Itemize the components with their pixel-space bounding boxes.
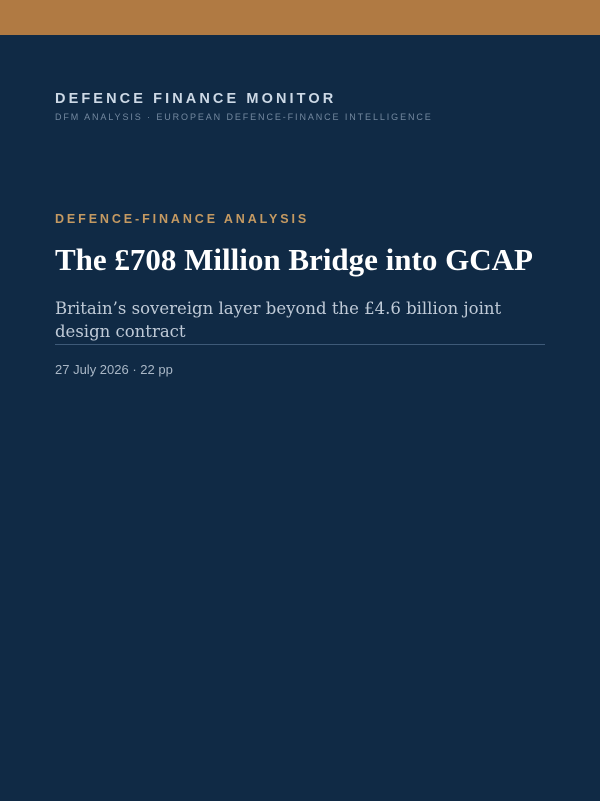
- publication-tagline: DFM ANALYSIS · EUROPEAN DEFENCE-FINANCE INTELLIGENCE: [55, 112, 433, 122]
- article-subtitle: Britain’s sovereign layer beyond the £4.6 billion joint design contract: [55, 297, 545, 345]
- top-accent-band: [0, 0, 600, 35]
- masthead: [55, 90, 555, 123]
- publication-name: DEFENCE FINANCE MONITOR: [55, 91, 337, 107]
- section-kicker: DEFENCE-FINANCE ANALYSIS: [55, 212, 310, 226]
- article-title: The £708 Million Bridge into GCAP: [55, 242, 533, 277]
- article-meta: 27 July 2026 · 22 pp: [55, 362, 173, 377]
